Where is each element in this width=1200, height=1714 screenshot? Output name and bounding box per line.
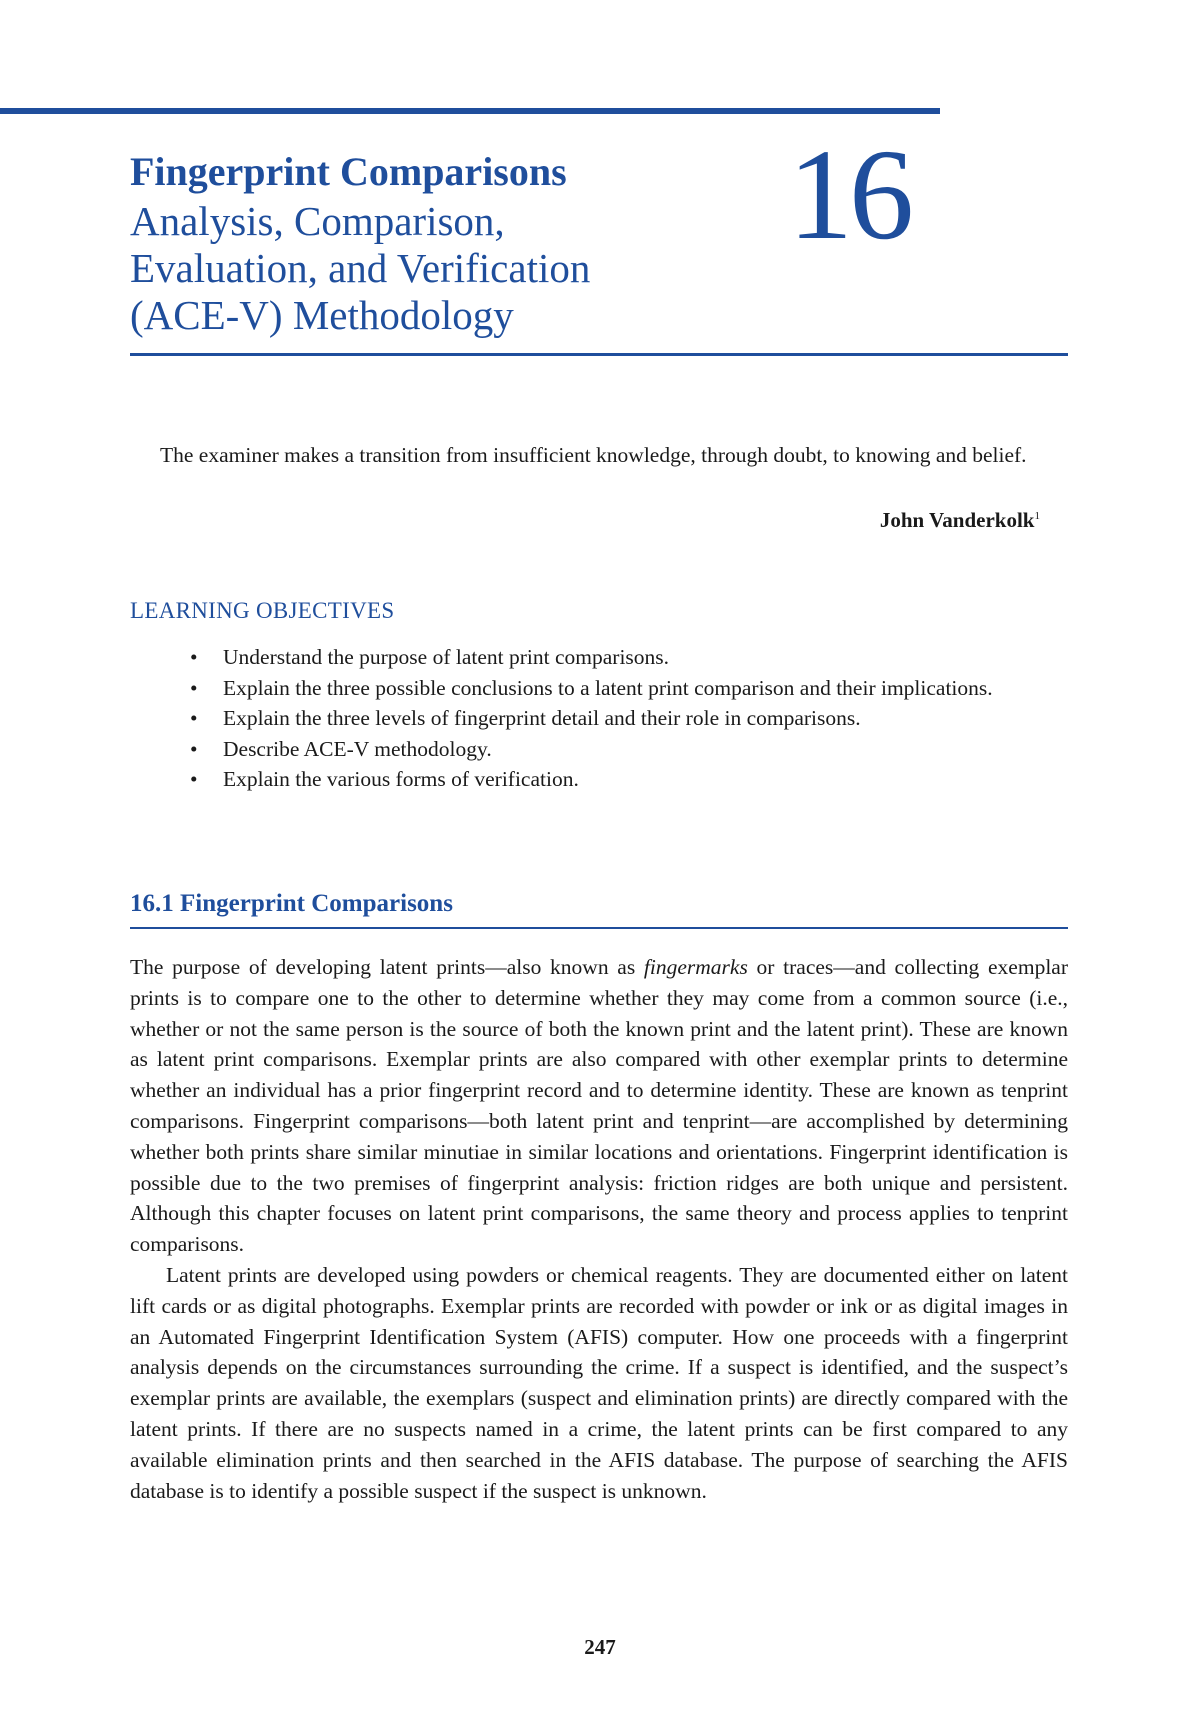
chapter-header — [130, 150, 1070, 339]
chapter-subtitle — [130, 198, 1070, 339]
list-item-text: Explain the three levels of fingerprint detail and their role in comparisons. — [223, 706, 861, 730]
learning-objectives-heading: LEARNING OBJECTIVES — [130, 598, 395, 623]
bullet-icon: • — [190, 675, 198, 700]
list-item-text: Understand the purpose of latent print comparisons. — [223, 645, 670, 669]
header-rule — [130, 353, 1068, 356]
epigraph-author — [700, 508, 1040, 533]
bullet-icon: • — [190, 767, 198, 791]
body-text — [130, 952, 1068, 1506]
paragraph: Latent prints are developed using powders or chemical reagents. They are documented either on latent lift cards or as digital photographs. Exemplar prints are recorded with powder or ink or as digital images in an Automated Fingerprint Identification System (AFIS) computer. How one proceeds with a fingerprint analysis depends on the circumstances surrounding the crime. If a suspect is identified, and the suspect’s exemplar prints are available, the exemplars (suspect and elimination prints) are directly compared with the latent prints. If there are no suspects named in a crime, the latent prints can be first compared to any available elimination prints and then searched in the AFIS database. The purpose of searching the AFIS database is to identify a possible suspect if the suspect is unknown. — [130, 1262, 1068, 1503]
chapter-number: 16 — [788, 123, 910, 267]
chapter-title: Fingerprint Comparisons — [130, 149, 567, 194]
epigraph-quote: The examiner makes a transition from insufficient knowledge, through doubt, to knowing and belief. — [160, 443, 1027, 467]
bullet-icon: • — [190, 645, 198, 669]
section-rule — [130, 927, 1068, 929]
italic-term: fingermarks — [643, 955, 748, 979]
paragraph-text: or traces—and collecting exemplar prints is to compare one to the other to determine whether they may come from a common source (i.e., whether or not the same person is the source of both the known print and the latent print). These are known as latent print comparisons. Exemplar prints are also compared with other exemplar prints to determine whether an individual has a prior fingerprint record and to determine identity. These are known as tenprint comparisons. Fingerprint comparisons—both latent print and tenprint—are accomplished by determining whether both prints share similar minutiae in similar locations and orientations. Fingerprint identification is possible due to the two premises of fingerprint analysis: friction ridges are both unique and persistent. Although this chapter focuses on latent print comparisons, the same theory and process applies to tenprint comparisons. — [130, 955, 1068, 1257]
paragraph — [130, 952, 1068, 1260]
top-rule — [0, 108, 940, 114]
chapter-subtitle-line: Evaluation, and Verification — [130, 245, 591, 292]
page-number: 247 — [584, 1635, 616, 1659]
list-item — [190, 734, 1070, 765]
section-heading: 16.1 Fingerprint Comparisons — [130, 890, 453, 917]
paragraph-text: The purpose of developing latent prints—also known as — [130, 955, 644, 979]
chapter-subtitle-line: Analysis, Comparison, — [130, 198, 505, 244]
list-item — [190, 673, 1070, 704]
list-item-text: Describe ACE-V methodology. — [223, 736, 492, 761]
epigraph-author-name: John Vanderkolk — [879, 508, 1035, 532]
bullet-icon: • — [190, 706, 198, 730]
list-item — [190, 642, 1070, 673]
footnote-mark: 1 — [1034, 510, 1040, 522]
list-item — [190, 764, 1070, 795]
chapter-subtitle-line: (ACE-V) Methodology — [130, 292, 514, 339]
list-item — [190, 703, 1070, 734]
list-item-text: Explain the various forms of verification. — [223, 767, 579, 791]
bullet-icon: • — [190, 736, 198, 761]
list-item-text: Explain the three possible conclusions to a latent print comparison and their implications. — [223, 675, 993, 700]
learning-objectives-list — [190, 642, 1070, 795]
